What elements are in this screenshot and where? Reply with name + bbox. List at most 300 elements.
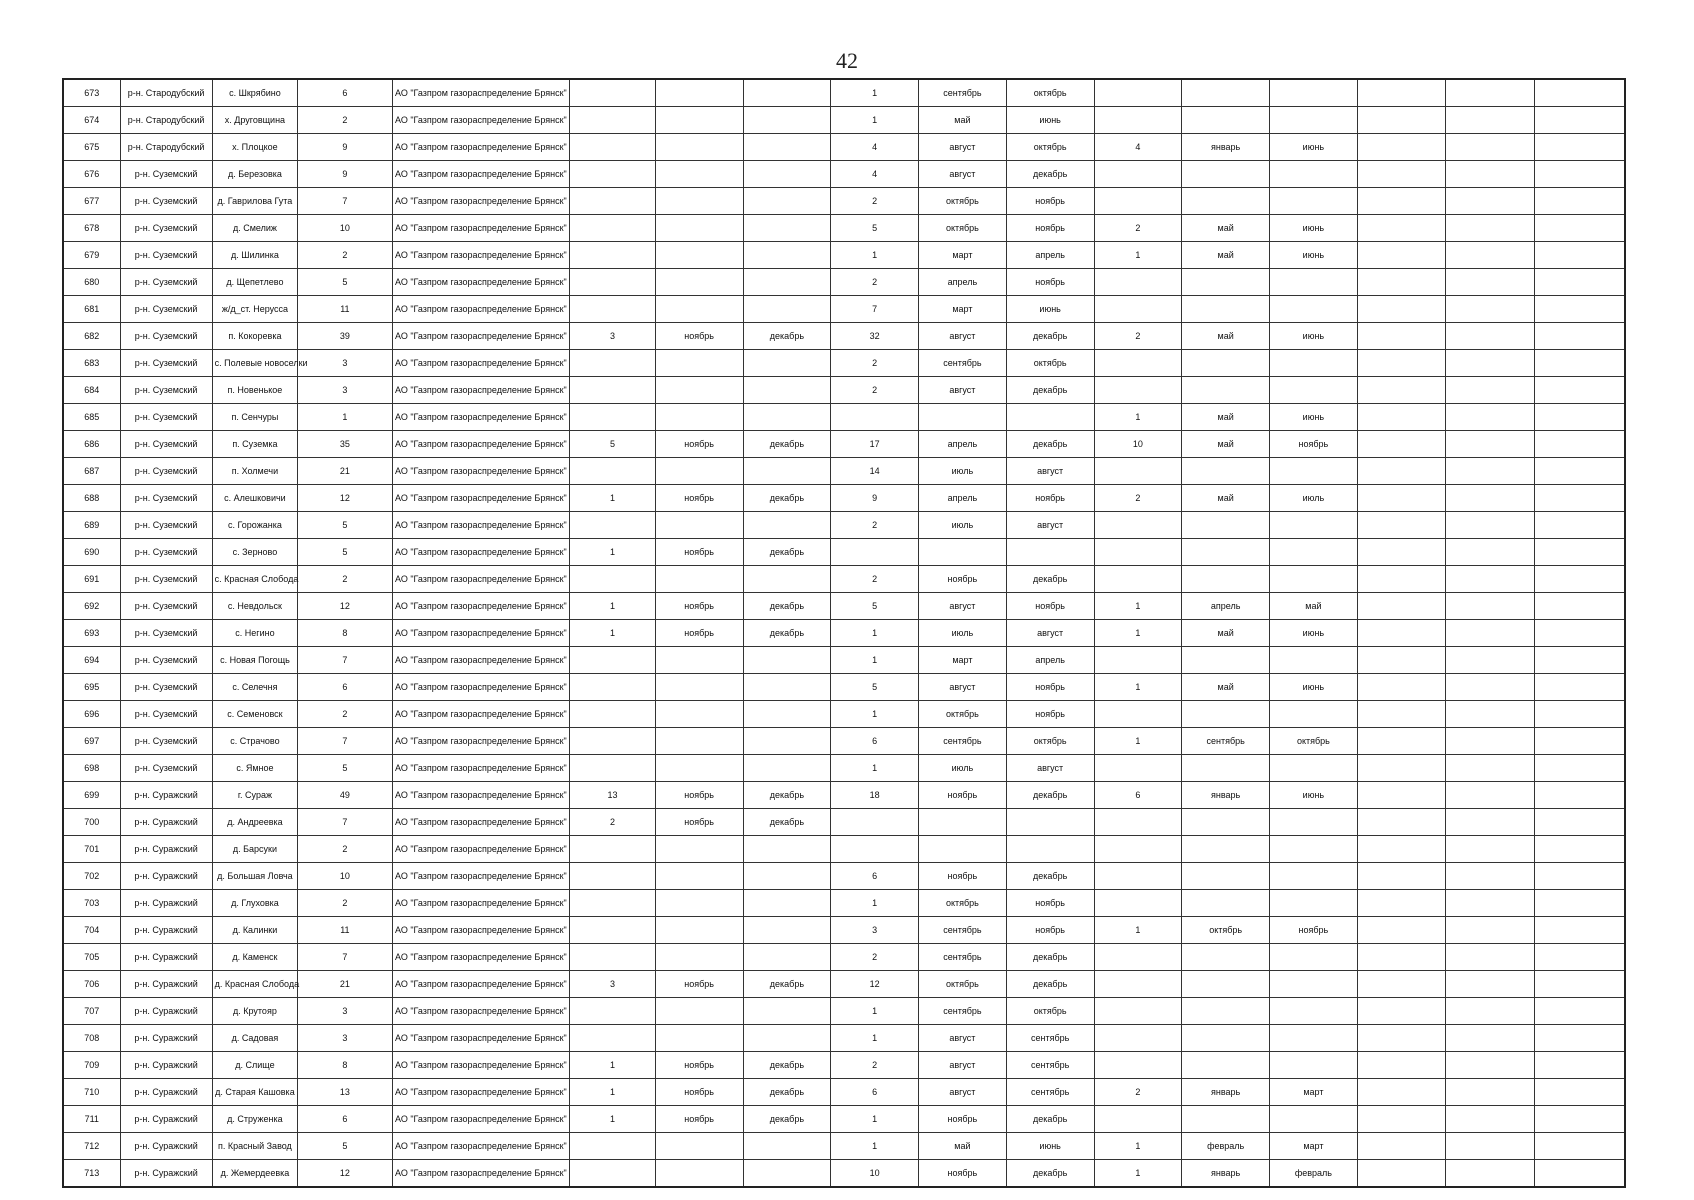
cell-stage1-end bbox=[743, 998, 831, 1025]
cell-total-count: 2 bbox=[298, 107, 392, 134]
cell-stage3-count bbox=[1094, 539, 1182, 566]
cell-settlement: с. Горожанка bbox=[212, 512, 298, 539]
cell-stage2-start: ноябрь bbox=[919, 782, 1007, 809]
cell-stage1-end: декабрь bbox=[743, 593, 831, 620]
cell-stage3-start bbox=[1182, 701, 1270, 728]
cell-stage2-end: декабрь bbox=[1006, 161, 1094, 188]
cell-stage2-start: март bbox=[919, 242, 1007, 269]
table-row bbox=[63, 458, 1625, 485]
cell-district: р-н. Суземский bbox=[120, 755, 212, 782]
cell-stage2-count: 2 bbox=[831, 944, 919, 971]
cell-stage1-end: декабрь bbox=[743, 1079, 831, 1106]
cell-stage2-end bbox=[1006, 836, 1094, 863]
cell-row-number: 678 bbox=[63, 215, 120, 242]
cell-stage2-count: 9 bbox=[831, 485, 919, 512]
cell-stage1-start bbox=[655, 755, 743, 782]
cell-stage1-start bbox=[655, 566, 743, 593]
cell-stage3-end bbox=[1270, 539, 1358, 566]
cell-extra-col-2 bbox=[1445, 161, 1535, 188]
cell-extra-col-3 bbox=[1535, 1133, 1625, 1160]
table-row bbox=[63, 404, 1625, 431]
cell-stage3-start: январь bbox=[1182, 782, 1270, 809]
cell-stage2-count: 2 bbox=[831, 350, 919, 377]
table-row bbox=[63, 890, 1625, 917]
cell-extra-col-3 bbox=[1535, 269, 1625, 296]
cell-stage1-start bbox=[655, 377, 743, 404]
cell-stage1-count bbox=[570, 1160, 656, 1188]
cell-extra-col-3 bbox=[1535, 188, 1625, 215]
cell-extra-col-3 bbox=[1535, 863, 1625, 890]
gasification-schedule-table bbox=[62, 78, 1626, 1188]
cell-extra-col-1 bbox=[1357, 296, 1445, 323]
cell-settlement: с. Ямное bbox=[212, 755, 298, 782]
cell-stage3-start bbox=[1182, 296, 1270, 323]
cell-stage1-start bbox=[655, 188, 743, 215]
cell-extra-col-3 bbox=[1535, 1160, 1625, 1188]
cell-row-number: 691 bbox=[63, 566, 120, 593]
cell-stage2-count: 17 bbox=[831, 431, 919, 458]
cell-extra-col-1 bbox=[1357, 701, 1445, 728]
table-row bbox=[63, 431, 1625, 458]
cell-stage1-count: 3 bbox=[570, 971, 656, 998]
cell-stage2-start: август bbox=[919, 161, 1007, 188]
cell-stage2-count: 1 bbox=[831, 998, 919, 1025]
cell-total-count: 5 bbox=[298, 755, 392, 782]
cell-stage3-start bbox=[1182, 1052, 1270, 1079]
cell-stage2-start: июль bbox=[919, 755, 1007, 782]
cell-settlement: д. Слище bbox=[212, 1052, 298, 1079]
table-row bbox=[63, 674, 1625, 701]
table-row bbox=[63, 917, 1625, 944]
cell-row-number: 708 bbox=[63, 1025, 120, 1052]
cell-extra-col-1 bbox=[1357, 188, 1445, 215]
cell-district: р-н. Суражский bbox=[120, 809, 212, 836]
cell-stage3-end: июнь bbox=[1270, 215, 1358, 242]
cell-stage1-count: 3 bbox=[570, 323, 656, 350]
cell-stage2-end: октябрь bbox=[1006, 134, 1094, 161]
cell-total-count: 9 bbox=[298, 161, 392, 188]
cell-stage3-start: апрель bbox=[1182, 593, 1270, 620]
cell-stage3-count bbox=[1094, 188, 1182, 215]
cell-extra-col-2 bbox=[1445, 107, 1535, 134]
cell-stage3-start: май bbox=[1182, 323, 1270, 350]
cell-stage1-end bbox=[743, 161, 831, 188]
cell-row-number: 680 bbox=[63, 269, 120, 296]
cell-stage3-start bbox=[1182, 188, 1270, 215]
cell-stage2-end bbox=[1006, 539, 1094, 566]
cell-stage1-end bbox=[743, 188, 831, 215]
cell-organization: АО "Газпром газораспределение Брянск" bbox=[392, 836, 570, 863]
cell-extra-col-1 bbox=[1357, 350, 1445, 377]
cell-row-number: 694 bbox=[63, 647, 120, 674]
cell-settlement: с. Селечня bbox=[212, 674, 298, 701]
cell-stage3-count: 2 bbox=[1094, 323, 1182, 350]
cell-stage3-end bbox=[1270, 701, 1358, 728]
cell-extra-col-2 bbox=[1445, 647, 1535, 674]
cell-row-number: 703 bbox=[63, 890, 120, 917]
cell-stage3-start bbox=[1182, 566, 1270, 593]
cell-district: р-н. Суземский bbox=[120, 566, 212, 593]
cell-total-count: 12 bbox=[298, 593, 392, 620]
cell-stage2-end: июнь bbox=[1006, 107, 1094, 134]
cell-organization: АО "Газпром газораспределение Брянск" bbox=[392, 566, 570, 593]
cell-extra-col-2 bbox=[1445, 1133, 1535, 1160]
cell-stage2-count: 5 bbox=[831, 674, 919, 701]
table-row bbox=[63, 1106, 1625, 1133]
cell-extra-col-2 bbox=[1445, 1079, 1535, 1106]
cell-district: р-н. Суражский bbox=[120, 782, 212, 809]
cell-settlement: д. Садовая bbox=[212, 1025, 298, 1052]
cell-row-number: 702 bbox=[63, 863, 120, 890]
cell-extra-col-3 bbox=[1535, 647, 1625, 674]
cell-extra-col-1 bbox=[1357, 1079, 1445, 1106]
cell-district: р-н. Суземский bbox=[120, 431, 212, 458]
cell-extra-col-2 bbox=[1445, 836, 1535, 863]
cell-settlement: с. Шкрябино bbox=[212, 79, 298, 107]
cell-stage2-end: сентябрь bbox=[1006, 1079, 1094, 1106]
table-row bbox=[63, 377, 1625, 404]
cell-row-number: 705 bbox=[63, 944, 120, 971]
cell-stage1-end bbox=[743, 755, 831, 782]
cell-row-number: 710 bbox=[63, 1079, 120, 1106]
cell-stage1-count: 5 bbox=[570, 431, 656, 458]
cell-settlement: с. Новая Погощь bbox=[212, 647, 298, 674]
cell-stage3-count bbox=[1094, 890, 1182, 917]
cell-stage2-end: ноябрь bbox=[1006, 269, 1094, 296]
cell-stage2-start bbox=[919, 836, 1007, 863]
cell-stage3-count bbox=[1094, 998, 1182, 1025]
cell-extra-col-3 bbox=[1535, 593, 1625, 620]
cell-stage3-count: 2 bbox=[1094, 1079, 1182, 1106]
cell-row-number: 711 bbox=[63, 1106, 120, 1133]
cell-stage3-start bbox=[1182, 458, 1270, 485]
cell-stage1-start bbox=[655, 917, 743, 944]
cell-stage1-start: ноябрь bbox=[655, 539, 743, 566]
cell-organization: АО "Газпром газораспределение Брянск" bbox=[392, 323, 570, 350]
cell-extra-col-2 bbox=[1445, 566, 1535, 593]
cell-organization: АО "Газпром газораспределение Брянск" bbox=[392, 1025, 570, 1052]
cell-stage1-count bbox=[570, 728, 656, 755]
cell-stage3-count: 2 bbox=[1094, 485, 1182, 512]
cell-stage1-end bbox=[743, 134, 831, 161]
cell-district: р-н. Суземский bbox=[120, 161, 212, 188]
cell-row-number: 676 bbox=[63, 161, 120, 188]
cell-extra-col-2 bbox=[1445, 323, 1535, 350]
cell-extra-col-3 bbox=[1535, 485, 1625, 512]
cell-stage3-count bbox=[1094, 755, 1182, 782]
cell-stage3-end bbox=[1270, 998, 1358, 1025]
cell-stage2-start: ноябрь bbox=[919, 863, 1007, 890]
cell-stage1-count: 1 bbox=[570, 620, 656, 647]
cell-row-number: 690 bbox=[63, 539, 120, 566]
cell-settlement: с. Красная Слобода bbox=[212, 566, 298, 593]
cell-stage2-count: 2 bbox=[831, 512, 919, 539]
cell-settlement: д. Щепетлево bbox=[212, 269, 298, 296]
cell-extra-col-3 bbox=[1535, 728, 1625, 755]
cell-stage2-end: ноябрь bbox=[1006, 485, 1094, 512]
cell-district: р-н. Суземский bbox=[120, 728, 212, 755]
cell-stage3-count bbox=[1094, 647, 1182, 674]
cell-stage3-end: октябрь bbox=[1270, 728, 1358, 755]
cell-stage1-start bbox=[655, 512, 743, 539]
cell-extra-col-3 bbox=[1535, 998, 1625, 1025]
cell-stage2-start: август bbox=[919, 1052, 1007, 1079]
cell-stage2-start: июль bbox=[919, 458, 1007, 485]
cell-stage1-start bbox=[655, 134, 743, 161]
cell-stage2-start: август bbox=[919, 674, 1007, 701]
cell-extra-col-2 bbox=[1445, 917, 1535, 944]
cell-stage3-start: май bbox=[1182, 620, 1270, 647]
cell-stage3-end bbox=[1270, 836, 1358, 863]
cell-stage1-end bbox=[743, 917, 831, 944]
cell-row-number: 688 bbox=[63, 485, 120, 512]
cell-organization: АО "Газпром газораспределение Брянск" bbox=[392, 431, 570, 458]
cell-stage1-count bbox=[570, 1025, 656, 1052]
cell-district: р-н. Суражский bbox=[120, 944, 212, 971]
cell-stage1-count bbox=[570, 998, 656, 1025]
cell-extra-col-1 bbox=[1357, 566, 1445, 593]
cell-stage3-count: 1 bbox=[1094, 1160, 1182, 1188]
cell-stage1-start: ноябрь bbox=[655, 971, 743, 998]
cell-extra-col-2 bbox=[1445, 431, 1535, 458]
cell-extra-col-3 bbox=[1535, 458, 1625, 485]
table-row bbox=[63, 1160, 1625, 1188]
cell-stage1-end bbox=[743, 674, 831, 701]
cell-stage3-start bbox=[1182, 836, 1270, 863]
cell-row-number: 697 bbox=[63, 728, 120, 755]
cell-settlement: д. Андреевка bbox=[212, 809, 298, 836]
cell-stage1-end: декабрь bbox=[743, 809, 831, 836]
cell-district: р-н. Суражский bbox=[120, 1079, 212, 1106]
cell-stage3-start: октябрь bbox=[1182, 917, 1270, 944]
cell-total-count: 13 bbox=[298, 1079, 392, 1106]
cell-stage2-start bbox=[919, 404, 1007, 431]
cell-settlement: с. Невдольск bbox=[212, 593, 298, 620]
cell-total-count: 2 bbox=[298, 701, 392, 728]
cell-stage3-count bbox=[1094, 944, 1182, 971]
cell-stage2-start: март bbox=[919, 296, 1007, 323]
cell-settlement: д. Крутояр bbox=[212, 998, 298, 1025]
cell-settlement: д. Смелиж bbox=[212, 215, 298, 242]
cell-row-number: 681 bbox=[63, 296, 120, 323]
table-row bbox=[63, 647, 1625, 674]
cell-row-number: 713 bbox=[63, 1160, 120, 1188]
table-row bbox=[63, 998, 1625, 1025]
cell-stage1-count bbox=[570, 566, 656, 593]
cell-settlement: п. Холмечи bbox=[212, 458, 298, 485]
cell-extra-col-3 bbox=[1535, 107, 1625, 134]
cell-stage3-start bbox=[1182, 755, 1270, 782]
cell-stage1-start bbox=[655, 458, 743, 485]
table-row bbox=[63, 485, 1625, 512]
cell-stage3-end: март bbox=[1270, 1079, 1358, 1106]
cell-stage2-end: ноябрь bbox=[1006, 215, 1094, 242]
cell-extra-col-2 bbox=[1445, 485, 1535, 512]
cell-stage1-count: 1 bbox=[570, 1079, 656, 1106]
cell-row-number: 695 bbox=[63, 674, 120, 701]
cell-stage2-count: 6 bbox=[831, 863, 919, 890]
cell-extra-col-1 bbox=[1357, 107, 1445, 134]
cell-stage3-start: январь bbox=[1182, 1160, 1270, 1188]
cell-organization: АО "Газпром газораспределение Брянск" bbox=[392, 539, 570, 566]
cell-total-count: 1 bbox=[298, 404, 392, 431]
cell-row-number: 683 bbox=[63, 350, 120, 377]
cell-row-number: 707 bbox=[63, 998, 120, 1025]
cell-extra-col-1 bbox=[1357, 512, 1445, 539]
cell-stage3-start: май bbox=[1182, 215, 1270, 242]
table-row bbox=[63, 107, 1625, 134]
cell-stage3-end bbox=[1270, 377, 1358, 404]
cell-district: р-н. Суземский bbox=[120, 512, 212, 539]
cell-stage3-end: ноябрь bbox=[1270, 917, 1358, 944]
cell-total-count: 10 bbox=[298, 863, 392, 890]
cell-settlement: д. Калинки bbox=[212, 917, 298, 944]
cell-settlement: д. Каменск bbox=[212, 944, 298, 971]
cell-extra-col-1 bbox=[1357, 377, 1445, 404]
cell-extra-col-2 bbox=[1445, 350, 1535, 377]
cell-stage3-end bbox=[1270, 350, 1358, 377]
cell-stage1-count bbox=[570, 350, 656, 377]
cell-extra-col-3 bbox=[1535, 1079, 1625, 1106]
cell-stage1-end bbox=[743, 1025, 831, 1052]
cell-extra-col-2 bbox=[1445, 134, 1535, 161]
cell-extra-col-2 bbox=[1445, 809, 1535, 836]
cell-extra-col-2 bbox=[1445, 998, 1535, 1025]
cell-stage2-count: 2 bbox=[831, 188, 919, 215]
cell-district: р-н. Суземский bbox=[120, 188, 212, 215]
cell-row-number: 712 bbox=[63, 1133, 120, 1160]
cell-stage1-end bbox=[743, 242, 831, 269]
cell-total-count: 3 bbox=[298, 1025, 392, 1052]
cell-extra-col-2 bbox=[1445, 728, 1535, 755]
cell-organization: АО "Газпром газораспределение Брянск" bbox=[392, 890, 570, 917]
cell-stage3-end bbox=[1270, 296, 1358, 323]
cell-settlement: д. Старая Кашовка bbox=[212, 1079, 298, 1106]
cell-extra-col-2 bbox=[1445, 863, 1535, 890]
cell-extra-col-3 bbox=[1535, 350, 1625, 377]
cell-extra-col-2 bbox=[1445, 215, 1535, 242]
cell-organization: АО "Газпром газораспределение Брянск" bbox=[392, 296, 570, 323]
cell-stage3-start bbox=[1182, 161, 1270, 188]
cell-extra-col-1 bbox=[1357, 485, 1445, 512]
cell-stage3-count bbox=[1094, 512, 1182, 539]
cell-total-count: 8 bbox=[298, 620, 392, 647]
cell-row-number: 696 bbox=[63, 701, 120, 728]
cell-stage2-count: 18 bbox=[831, 782, 919, 809]
cell-stage3-end: февраль bbox=[1270, 1160, 1358, 1188]
cell-stage1-count bbox=[570, 188, 656, 215]
table-row bbox=[63, 1025, 1625, 1052]
cell-extra-col-1 bbox=[1357, 998, 1445, 1025]
cell-stage1-end: декабрь bbox=[743, 971, 831, 998]
cell-row-number: 704 bbox=[63, 917, 120, 944]
cell-settlement: г. Сураж bbox=[212, 782, 298, 809]
page-number: 42 bbox=[836, 48, 858, 73]
cell-stage3-end: ноябрь bbox=[1270, 431, 1358, 458]
cell-organization: АО "Газпром газораспределение Брянск" bbox=[392, 863, 570, 890]
cell-row-number: 684 bbox=[63, 377, 120, 404]
cell-stage2-count: 1 bbox=[831, 701, 919, 728]
cell-stage3-start bbox=[1182, 79, 1270, 107]
cell-extra-col-2 bbox=[1445, 1106, 1535, 1133]
cell-extra-col-1 bbox=[1357, 1106, 1445, 1133]
cell-stage1-end bbox=[743, 566, 831, 593]
cell-stage3-start: февраль bbox=[1182, 1133, 1270, 1160]
cell-stage3-start bbox=[1182, 863, 1270, 890]
cell-stage1-start: ноябрь bbox=[655, 323, 743, 350]
cell-stage2-count bbox=[831, 404, 919, 431]
cell-district: р-н. Суземский bbox=[120, 539, 212, 566]
cell-stage2-end: ноябрь bbox=[1006, 917, 1094, 944]
cell-total-count: 7 bbox=[298, 809, 392, 836]
cell-stage2-start: август bbox=[919, 593, 1007, 620]
cell-extra-col-3 bbox=[1535, 296, 1625, 323]
cell-stage2-start: август bbox=[919, 134, 1007, 161]
cell-row-number: 706 bbox=[63, 971, 120, 998]
cell-stage3-start bbox=[1182, 647, 1270, 674]
cell-district: р-н. Суражский bbox=[120, 890, 212, 917]
cell-stage2-count bbox=[831, 836, 919, 863]
cell-row-number: 698 bbox=[63, 755, 120, 782]
cell-stage2-count: 5 bbox=[831, 215, 919, 242]
cell-row-number: 674 bbox=[63, 107, 120, 134]
cell-stage3-end: июнь bbox=[1270, 404, 1358, 431]
cell-stage1-end bbox=[743, 728, 831, 755]
cell-stage3-end bbox=[1270, 890, 1358, 917]
cell-settlement: с. Негино bbox=[212, 620, 298, 647]
cell-stage3-start: май bbox=[1182, 404, 1270, 431]
cell-stage1-count bbox=[570, 863, 656, 890]
cell-extra-col-3 bbox=[1535, 323, 1625, 350]
cell-extra-col-1 bbox=[1357, 809, 1445, 836]
cell-stage3-start bbox=[1182, 998, 1270, 1025]
cell-stage2-end: ноябрь bbox=[1006, 890, 1094, 917]
cell-stage2-count: 12 bbox=[831, 971, 919, 998]
cell-stage2-start: апрель bbox=[919, 269, 1007, 296]
cell-extra-col-2 bbox=[1445, 782, 1535, 809]
cell-stage1-end bbox=[743, 458, 831, 485]
cell-stage2-end: сентябрь bbox=[1006, 1025, 1094, 1052]
cell-organization: АО "Газпром газораспределение Брянск" bbox=[392, 485, 570, 512]
cell-row-number: 675 bbox=[63, 134, 120, 161]
cell-stage2-end: декабрь bbox=[1006, 971, 1094, 998]
cell-stage1-count bbox=[570, 890, 656, 917]
cell-stage1-end bbox=[743, 296, 831, 323]
cell-row-number: 701 bbox=[63, 836, 120, 863]
cell-stage2-start: сентябрь bbox=[919, 728, 1007, 755]
cell-total-count: 2 bbox=[298, 890, 392, 917]
cell-stage2-count: 14 bbox=[831, 458, 919, 485]
cell-stage2-count: 2 bbox=[831, 566, 919, 593]
cell-settlement: с. Зерново bbox=[212, 539, 298, 566]
cell-district: р-н. Суражский bbox=[120, 863, 212, 890]
cell-district: р-н. Стародубский bbox=[120, 79, 212, 107]
cell-stage3-start bbox=[1182, 944, 1270, 971]
cell-stage3-start bbox=[1182, 350, 1270, 377]
cell-total-count: 3 bbox=[298, 350, 392, 377]
cell-extra-col-1 bbox=[1357, 269, 1445, 296]
cell-stage1-end bbox=[743, 1160, 831, 1188]
cell-stage3-count: 1 bbox=[1094, 728, 1182, 755]
table-row bbox=[63, 701, 1625, 728]
cell-stage2-end: октябрь bbox=[1006, 79, 1094, 107]
cell-stage3-count: 1 bbox=[1094, 620, 1182, 647]
cell-stage2-start: май bbox=[919, 1133, 1007, 1160]
cell-stage1-end: декабрь bbox=[743, 1052, 831, 1079]
cell-district: р-н. Суражский bbox=[120, 836, 212, 863]
cell-stage2-count: 1 bbox=[831, 755, 919, 782]
cell-stage1-count: 2 bbox=[570, 809, 656, 836]
